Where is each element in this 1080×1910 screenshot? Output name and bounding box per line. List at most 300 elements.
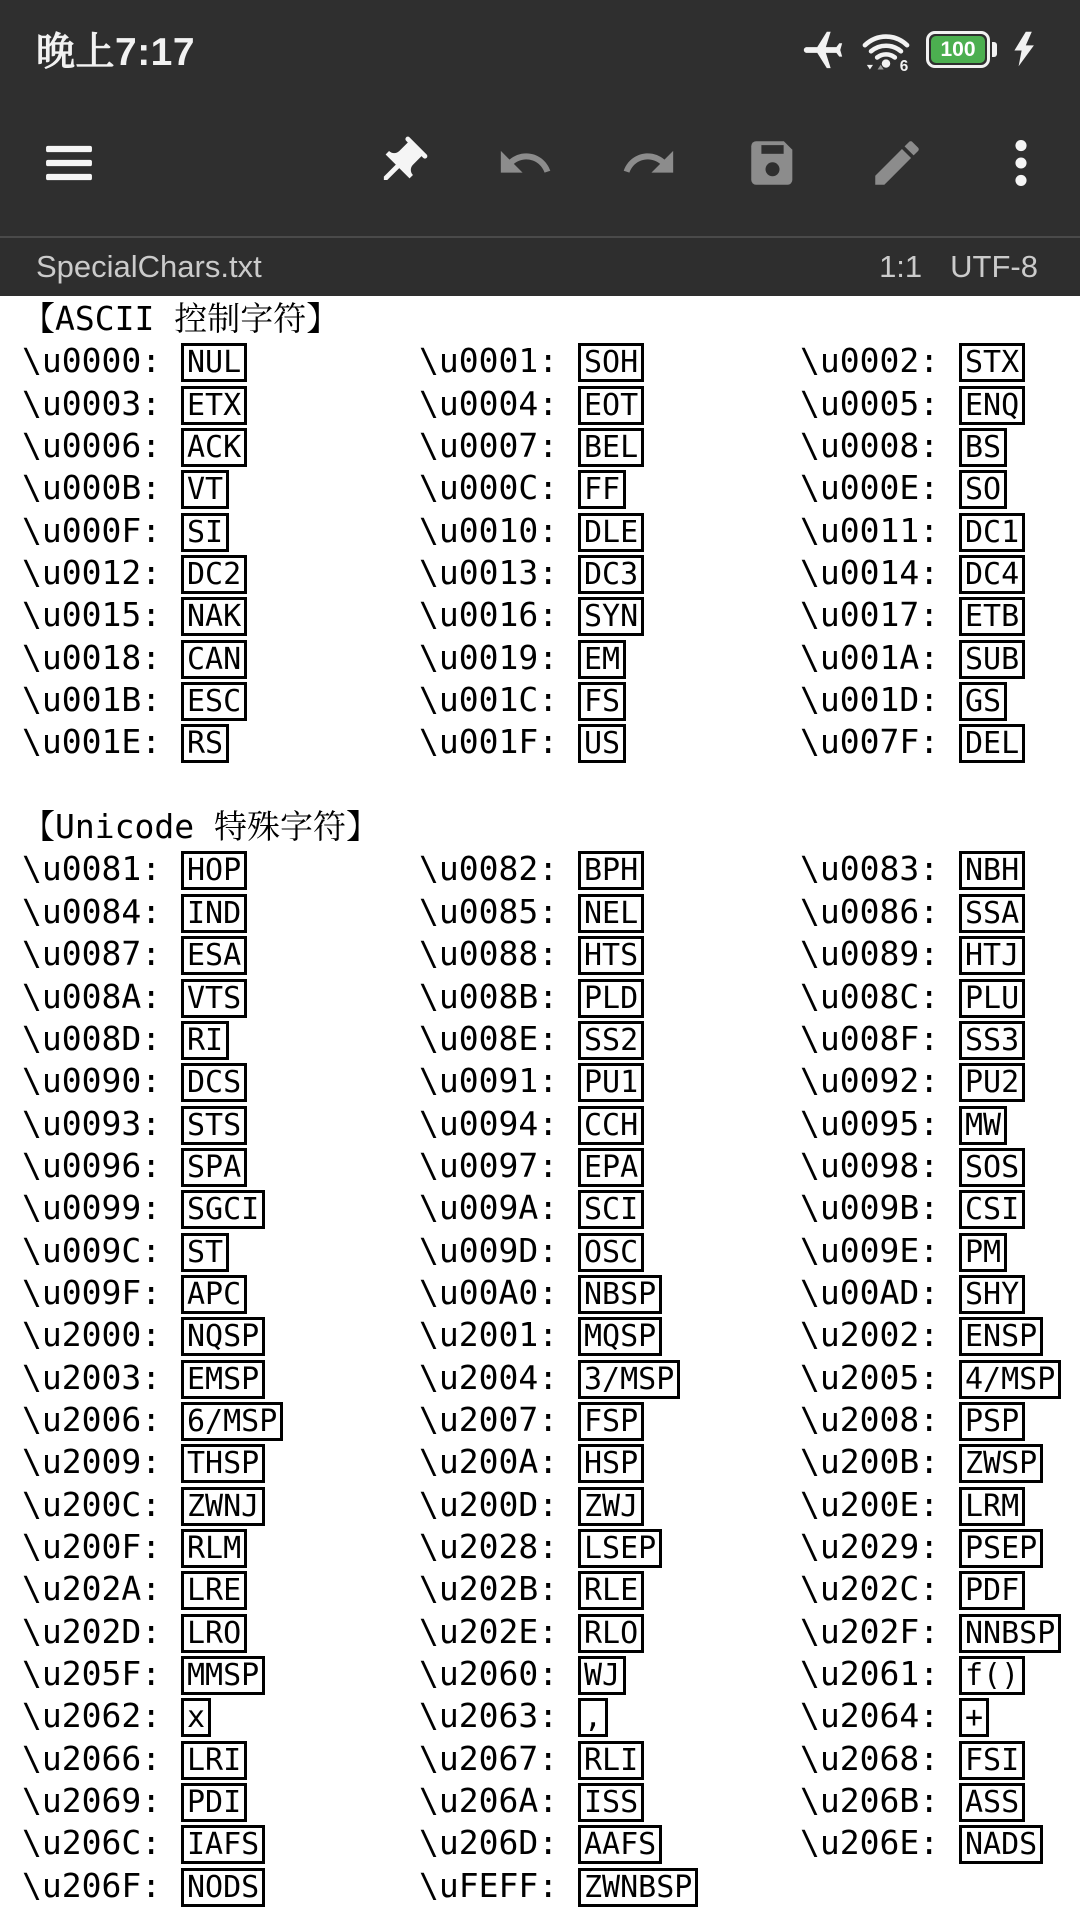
control-glyph: + bbox=[959, 1698, 989, 1737]
char-code: \u009C: bbox=[22, 1230, 181, 1270]
char-code: \u0005: bbox=[800, 383, 959, 423]
control-glyph: PSEP bbox=[959, 1529, 1043, 1568]
control-glyph: LRM bbox=[959, 1487, 1025, 1526]
char-entry bbox=[800, 679, 1080, 721]
char-code: \u0087: bbox=[22, 934, 181, 974]
char-entry bbox=[419, 1484, 800, 1526]
char-entry bbox=[22, 1145, 419, 1187]
control-glyph: IAFS bbox=[181, 1825, 265, 1864]
char-entry bbox=[800, 594, 1080, 636]
control-glyph: BPH bbox=[578, 851, 644, 890]
control-glyph: f() bbox=[959, 1656, 1025, 1695]
char-entry bbox=[419, 594, 800, 636]
char-entry bbox=[419, 1145, 800, 1187]
control-glyph: SOS bbox=[959, 1148, 1025, 1187]
control-glyph: ENSP bbox=[959, 1317, 1043, 1356]
control-glyph: SGCI bbox=[181, 1190, 265, 1229]
char-entry bbox=[800, 1484, 1080, 1526]
char-code: \u2060: bbox=[419, 1654, 578, 1693]
char-code: \u001E: bbox=[22, 722, 181, 762]
char-entry bbox=[800, 1018, 1080, 1060]
char-row bbox=[22, 1272, 1080, 1314]
undo-button[interactable] bbox=[496, 134, 554, 192]
control-glyph: DC1 bbox=[959, 513, 1025, 552]
menu-button[interactable] bbox=[40, 134, 98, 192]
char-row bbox=[22, 1484, 1080, 1526]
redo-icon bbox=[620, 134, 678, 192]
char-code: \u206C: bbox=[22, 1823, 181, 1863]
char-code: \u0098: bbox=[800, 1145, 959, 1185]
control-glyph: NODS bbox=[181, 1868, 265, 1907]
char-entry bbox=[419, 1314, 800, 1356]
char-code: \u00A0: bbox=[419, 1272, 578, 1312]
control-glyph: SUB bbox=[959, 640, 1025, 679]
char-entry bbox=[22, 891, 419, 933]
char-row bbox=[22, 340, 1080, 382]
char-code: \u200F: bbox=[22, 1526, 181, 1566]
char-entry bbox=[419, 340, 800, 382]
control-glyph: FS bbox=[578, 682, 626, 721]
control-glyph: RLE bbox=[578, 1571, 644, 1610]
control-glyph: RLM bbox=[181, 1529, 247, 1568]
char-code: \u0004: bbox=[419, 383, 578, 423]
char-code: \u0089: bbox=[800, 934, 959, 974]
char-code: \u0001: bbox=[419, 341, 578, 381]
control-glyph: HTS bbox=[578, 936, 644, 975]
save-button[interactable] bbox=[744, 134, 802, 192]
char-row bbox=[22, 1568, 1080, 1610]
char-entry bbox=[800, 1653, 1080, 1695]
char-code: \u0010: bbox=[419, 510, 578, 550]
more-vert-icon bbox=[992, 134, 1050, 192]
char-entry bbox=[22, 1780, 419, 1822]
control-glyph: SCI bbox=[578, 1190, 644, 1229]
control-glyph: ETX bbox=[181, 386, 247, 425]
char-entry bbox=[419, 1526, 800, 1568]
char-code: \u2009: bbox=[22, 1442, 181, 1482]
char-code: \u2008: bbox=[800, 1399, 959, 1439]
hamburger-icon bbox=[40, 134, 98, 192]
char-code: \u2066: bbox=[22, 1738, 181, 1778]
char-code: \u2007: bbox=[419, 1399, 578, 1439]
control-glyph: , bbox=[578, 1698, 608, 1737]
control-glyph: EOT bbox=[578, 386, 644, 425]
edit-button[interactable] bbox=[868, 134, 926, 192]
char-row bbox=[22, 933, 1080, 975]
char-entry bbox=[419, 1441, 800, 1483]
char-entry bbox=[22, 340, 419, 382]
char-row bbox=[22, 976, 1080, 1018]
char-code: \u0018: bbox=[22, 637, 181, 677]
char-entry bbox=[800, 340, 1080, 382]
char-code: \u2062: bbox=[22, 1696, 181, 1736]
control-glyph: ISS bbox=[578, 1783, 644, 1822]
file-bar bbox=[0, 236, 1080, 296]
undo-icon bbox=[496, 134, 554, 192]
char-entry bbox=[22, 1018, 419, 1060]
control-glyph: ESA bbox=[181, 936, 247, 975]
control-glyph: EPA bbox=[578, 1148, 644, 1187]
char-row bbox=[22, 1441, 1080, 1483]
char-entry bbox=[800, 467, 1080, 509]
section-header: 【ASCII 控制字符】 bbox=[22, 299, 340, 338]
char-entry bbox=[419, 848, 800, 890]
battery-body bbox=[926, 31, 990, 68]
svg-text:6: 6 bbox=[899, 58, 909, 72]
battery-level: 100 bbox=[940, 37, 976, 61]
char-code: \u2028: bbox=[419, 1526, 578, 1566]
control-glyph: ENQ bbox=[959, 386, 1025, 425]
char-code: \u2002: bbox=[800, 1315, 959, 1355]
char-entry bbox=[800, 891, 1080, 933]
char-row bbox=[22, 1399, 1080, 1441]
char-entry bbox=[22, 594, 419, 636]
status-time: 晚上7:17 bbox=[36, 31, 196, 74]
char-entry bbox=[419, 1103, 800, 1145]
char-code: \u0085: bbox=[419, 891, 578, 931]
control-glyph: FF bbox=[578, 470, 626, 509]
char-code: \u2006: bbox=[22, 1399, 181, 1439]
control-glyph: SOH bbox=[578, 343, 644, 382]
control-glyph: PDI bbox=[181, 1783, 247, 1822]
char-row bbox=[22, 679, 1080, 721]
char-code: \u2001: bbox=[419, 1315, 578, 1355]
control-glyph: AAFS bbox=[578, 1825, 662, 1864]
control-glyph: MQSP bbox=[578, 1317, 662, 1356]
char-row bbox=[22, 1611, 1080, 1653]
airplane-mode-icon bbox=[800, 26, 846, 72]
char-entry bbox=[22, 1738, 419, 1780]
control-glyph: CSI bbox=[959, 1190, 1025, 1229]
char-entry bbox=[419, 721, 800, 763]
char-code: \u206F: bbox=[22, 1865, 181, 1905]
control-glyph: ASS bbox=[959, 1783, 1025, 1822]
char-entry bbox=[22, 552, 419, 594]
char-entry bbox=[800, 1526, 1080, 1568]
char-entry bbox=[800, 976, 1080, 1018]
char-entry bbox=[22, 1441, 419, 1483]
editor-content[interactable] bbox=[0, 296, 1080, 1910]
control-glyph: LRI bbox=[181, 1741, 247, 1780]
char-code: \u0008: bbox=[800, 426, 959, 466]
char-row bbox=[22, 1145, 1080, 1187]
char-code: \u206B: bbox=[800, 1781, 959, 1821]
control-glyph: MMSP bbox=[181, 1656, 265, 1695]
char-row bbox=[22, 467, 1080, 509]
char-code: \u0090: bbox=[22, 1061, 181, 1101]
control-glyph: NQSP bbox=[181, 1317, 265, 1356]
char-entry bbox=[419, 679, 800, 721]
char-entry bbox=[22, 1695, 419, 1737]
status-bar bbox=[0, 0, 1080, 90]
char-code: \u0091: bbox=[419, 1061, 578, 1101]
toolbar bbox=[0, 90, 1080, 236]
char-row bbox=[22, 552, 1080, 594]
char-entry bbox=[419, 1187, 800, 1229]
control-glyph: RI bbox=[181, 1021, 229, 1060]
control-glyph: HOP bbox=[181, 851, 247, 890]
char-entry bbox=[419, 1822, 800, 1864]
char-entry bbox=[22, 467, 419, 509]
char-code: \u0096: bbox=[22, 1145, 181, 1185]
char-code: \u0017: bbox=[800, 595, 959, 635]
char-code: \u0006: bbox=[22, 426, 181, 466]
status-icons bbox=[800, 26, 1036, 72]
char-code: \u202A: bbox=[22, 1569, 181, 1609]
control-glyph: PM bbox=[959, 1233, 1007, 1272]
char-code: \u2003: bbox=[22, 1357, 181, 1397]
char-row bbox=[22, 1526, 1080, 1568]
char-code: \u000F: bbox=[22, 510, 181, 550]
control-glyph: STX bbox=[959, 343, 1025, 382]
char-entry bbox=[22, 425, 419, 467]
char-entry bbox=[22, 1568, 419, 1610]
char-code: \u001D: bbox=[800, 680, 959, 720]
char-entry bbox=[419, 933, 800, 975]
char-entry bbox=[22, 1484, 419, 1526]
char-entry bbox=[419, 383, 800, 425]
control-glyph: DC2 bbox=[181, 555, 247, 594]
char-code: \u0002: bbox=[800, 341, 959, 381]
control-glyph: ZWNJ bbox=[181, 1487, 265, 1526]
char-code: \u2068: bbox=[800, 1738, 959, 1778]
char-entry bbox=[800, 1314, 1080, 1356]
redo-button[interactable] bbox=[620, 134, 678, 192]
char-entry bbox=[419, 1865, 800, 1907]
char-entry bbox=[419, 1695, 800, 1737]
char-entry bbox=[800, 1399, 1080, 1441]
control-glyph: 3/MSP bbox=[578, 1360, 680, 1399]
char-entry bbox=[22, 1314, 419, 1356]
control-glyph: THSP bbox=[181, 1444, 265, 1483]
char-entry bbox=[800, 933, 1080, 975]
control-glyph: NEL bbox=[578, 894, 644, 933]
char-code: \u0082: bbox=[419, 849, 578, 889]
control-glyph: BS bbox=[959, 428, 1007, 467]
char-entry bbox=[419, 1018, 800, 1060]
char-entry bbox=[22, 721, 419, 763]
control-glyph: PLU bbox=[959, 979, 1025, 1018]
control-glyph: ZWSP bbox=[959, 1444, 1043, 1483]
char-entry bbox=[419, 1568, 800, 1610]
char-entry bbox=[22, 1103, 419, 1145]
char-row bbox=[22, 510, 1080, 552]
char-code: \u008F: bbox=[800, 1018, 959, 1058]
char-code: \u001B: bbox=[22, 680, 181, 720]
char-entry bbox=[800, 1695, 1080, 1737]
char-entry bbox=[800, 425, 1080, 467]
char-code: \u200A: bbox=[419, 1442, 578, 1482]
charging-bolt-icon bbox=[1012, 29, 1036, 69]
char-code: \u2063: bbox=[419, 1696, 578, 1736]
char-entry bbox=[419, 976, 800, 1018]
control-glyph: ST bbox=[181, 1233, 229, 1272]
control-glyph: SHY bbox=[959, 1275, 1025, 1314]
control-glyph: NAK bbox=[181, 597, 247, 636]
control-glyph: EM bbox=[578, 640, 626, 679]
char-entry bbox=[22, 848, 419, 890]
char-row bbox=[22, 1060, 1080, 1102]
control-glyph: FSP bbox=[578, 1402, 644, 1441]
char-code: \uFEFF: bbox=[419, 1865, 578, 1905]
char-row bbox=[22, 721, 1080, 763]
save-floppy-icon bbox=[744, 134, 802, 192]
char-entry bbox=[800, 1272, 1080, 1314]
char-entry bbox=[800, 848, 1080, 890]
control-glyph: APC bbox=[181, 1275, 247, 1314]
char-code: \u0097: bbox=[419, 1145, 578, 1185]
char-entry bbox=[22, 637, 419, 679]
char-entry bbox=[419, 1653, 800, 1695]
char-code: \u206E: bbox=[800, 1823, 959, 1863]
char-entry bbox=[419, 1272, 800, 1314]
char-entry bbox=[800, 1611, 1080, 1653]
char-code: \u009B: bbox=[800, 1188, 959, 1228]
control-glyph: LSEP bbox=[578, 1529, 662, 1568]
char-entry bbox=[800, 383, 1080, 425]
char-code: \u0094: bbox=[419, 1103, 578, 1143]
char-row bbox=[22, 637, 1080, 679]
char-code: \u202C: bbox=[800, 1569, 959, 1609]
file-meta bbox=[879, 249, 1038, 285]
char-code: \u001C: bbox=[419, 680, 578, 720]
control-glyph: NBSP bbox=[578, 1275, 662, 1314]
control-glyph: ETB bbox=[959, 597, 1025, 636]
more-button[interactable] bbox=[992, 134, 1050, 192]
char-code: \u008D: bbox=[22, 1018, 181, 1058]
char-row bbox=[22, 594, 1080, 636]
char-code: \u202E: bbox=[419, 1611, 578, 1651]
char-entry bbox=[800, 1103, 1080, 1145]
char-entry bbox=[419, 1399, 800, 1441]
char-code: \u000B: bbox=[22, 468, 181, 508]
control-glyph: VT bbox=[181, 470, 229, 509]
char-code: \u0088: bbox=[419, 934, 578, 974]
pin-button[interactable] bbox=[372, 134, 430, 192]
char-entry bbox=[800, 1865, 1080, 1907]
char-code: \u2061: bbox=[800, 1654, 959, 1693]
char-row bbox=[22, 1103, 1080, 1145]
char-entry bbox=[419, 637, 800, 679]
char-row bbox=[22, 1865, 1080, 1907]
char-code: \u200E: bbox=[800, 1484, 959, 1524]
char-entry bbox=[22, 1060, 419, 1102]
control-glyph: 6/MSP bbox=[181, 1402, 283, 1441]
battery-icon bbox=[926, 31, 997, 68]
char-code: \u2000: bbox=[22, 1315, 181, 1355]
char-entry bbox=[800, 510, 1080, 552]
char-row bbox=[22, 1187, 1080, 1229]
control-glyph: OSC bbox=[578, 1233, 644, 1272]
control-glyph: PSP bbox=[959, 1402, 1025, 1441]
wifi6-icon bbox=[861, 26, 911, 72]
char-code: \u206A: bbox=[419, 1781, 578, 1821]
control-glyph: STS bbox=[181, 1106, 247, 1145]
control-glyph: ZWJ bbox=[578, 1487, 644, 1526]
pin-icon bbox=[372, 134, 430, 192]
char-row bbox=[22, 1230, 1080, 1272]
control-glyph: NADS bbox=[959, 1825, 1043, 1864]
char-entry bbox=[22, 1187, 419, 1229]
char-code: \u009D: bbox=[419, 1230, 578, 1270]
char-row bbox=[22, 1822, 1080, 1864]
char-row bbox=[22, 1695, 1080, 1737]
control-glyph: PLD bbox=[578, 979, 644, 1018]
char-code: \u0013: bbox=[419, 553, 578, 593]
char-code: \u205F: bbox=[22, 1654, 181, 1693]
char-entry bbox=[22, 933, 419, 975]
char-row bbox=[22, 425, 1080, 467]
char-code: \u2064: bbox=[800, 1696, 959, 1736]
char-row bbox=[22, 1738, 1080, 1780]
char-entry bbox=[22, 510, 419, 552]
char-entry bbox=[22, 1526, 419, 1568]
char-entry bbox=[800, 1060, 1080, 1102]
char-code: \u001A: bbox=[800, 637, 959, 677]
char-row bbox=[22, 1780, 1080, 1822]
control-glyph: FSI bbox=[959, 1741, 1025, 1780]
char-entry bbox=[800, 721, 1080, 763]
char-code: \u008A: bbox=[22, 976, 181, 1016]
char-code: \u0012: bbox=[22, 553, 181, 593]
char-entry bbox=[22, 679, 419, 721]
control-glyph: GS bbox=[959, 682, 1007, 721]
control-glyph: ACK bbox=[181, 428, 247, 467]
char-code: \u0000: bbox=[22, 341, 181, 381]
char-code: \u007F: bbox=[800, 722, 959, 762]
char-code: \u0015: bbox=[22, 595, 181, 635]
encoding-label: UTF-8 bbox=[950, 249, 1038, 284]
char-entry bbox=[800, 1822, 1080, 1864]
char-row bbox=[22, 891, 1080, 933]
control-glyph: VTS bbox=[181, 979, 247, 1018]
control-glyph: DEL bbox=[959, 724, 1025, 763]
char-entry bbox=[800, 1357, 1080, 1399]
control-glyph: SSA bbox=[959, 894, 1025, 933]
char-entry bbox=[419, 1780, 800, 1822]
char-code: \u0019: bbox=[419, 637, 578, 677]
char-code: \u0007: bbox=[419, 426, 578, 466]
char-entry bbox=[22, 1272, 419, 1314]
char-entry bbox=[800, 1441, 1080, 1483]
control-glyph: SI bbox=[181, 513, 229, 552]
char-code: \u2069: bbox=[22, 1781, 181, 1821]
control-glyph: PU1 bbox=[578, 1063, 644, 1102]
file-name: SpecialChars.txt bbox=[36, 249, 262, 284]
cursor-position: 1:1 bbox=[879, 249, 923, 284]
char-entry bbox=[800, 1187, 1080, 1229]
char-entry bbox=[800, 637, 1080, 679]
char-entry bbox=[419, 1230, 800, 1272]
control-glyph: WJ bbox=[578, 1656, 626, 1695]
control-glyph: SS3 bbox=[959, 1021, 1025, 1060]
control-glyph: CAN bbox=[181, 640, 247, 679]
char-entry bbox=[419, 510, 800, 552]
char-code: \u0092: bbox=[800, 1061, 959, 1101]
char-code: \u200D: bbox=[419, 1484, 578, 1524]
char-code: \u0011: bbox=[800, 510, 959, 550]
char-code: \u008B: bbox=[419, 976, 578, 1016]
char-entry bbox=[800, 552, 1080, 594]
char-code: \u202B: bbox=[419, 1569, 578, 1609]
char-code: \u0099: bbox=[22, 1188, 181, 1228]
control-glyph: LRE bbox=[181, 1571, 247, 1610]
char-code: \u206D: bbox=[419, 1823, 578, 1863]
char-code: \u008E: bbox=[419, 1018, 578, 1058]
char-row bbox=[22, 1653, 1080, 1695]
char-code: \u009F: bbox=[22, 1272, 181, 1312]
toolbar-actions bbox=[372, 134, 1050, 192]
